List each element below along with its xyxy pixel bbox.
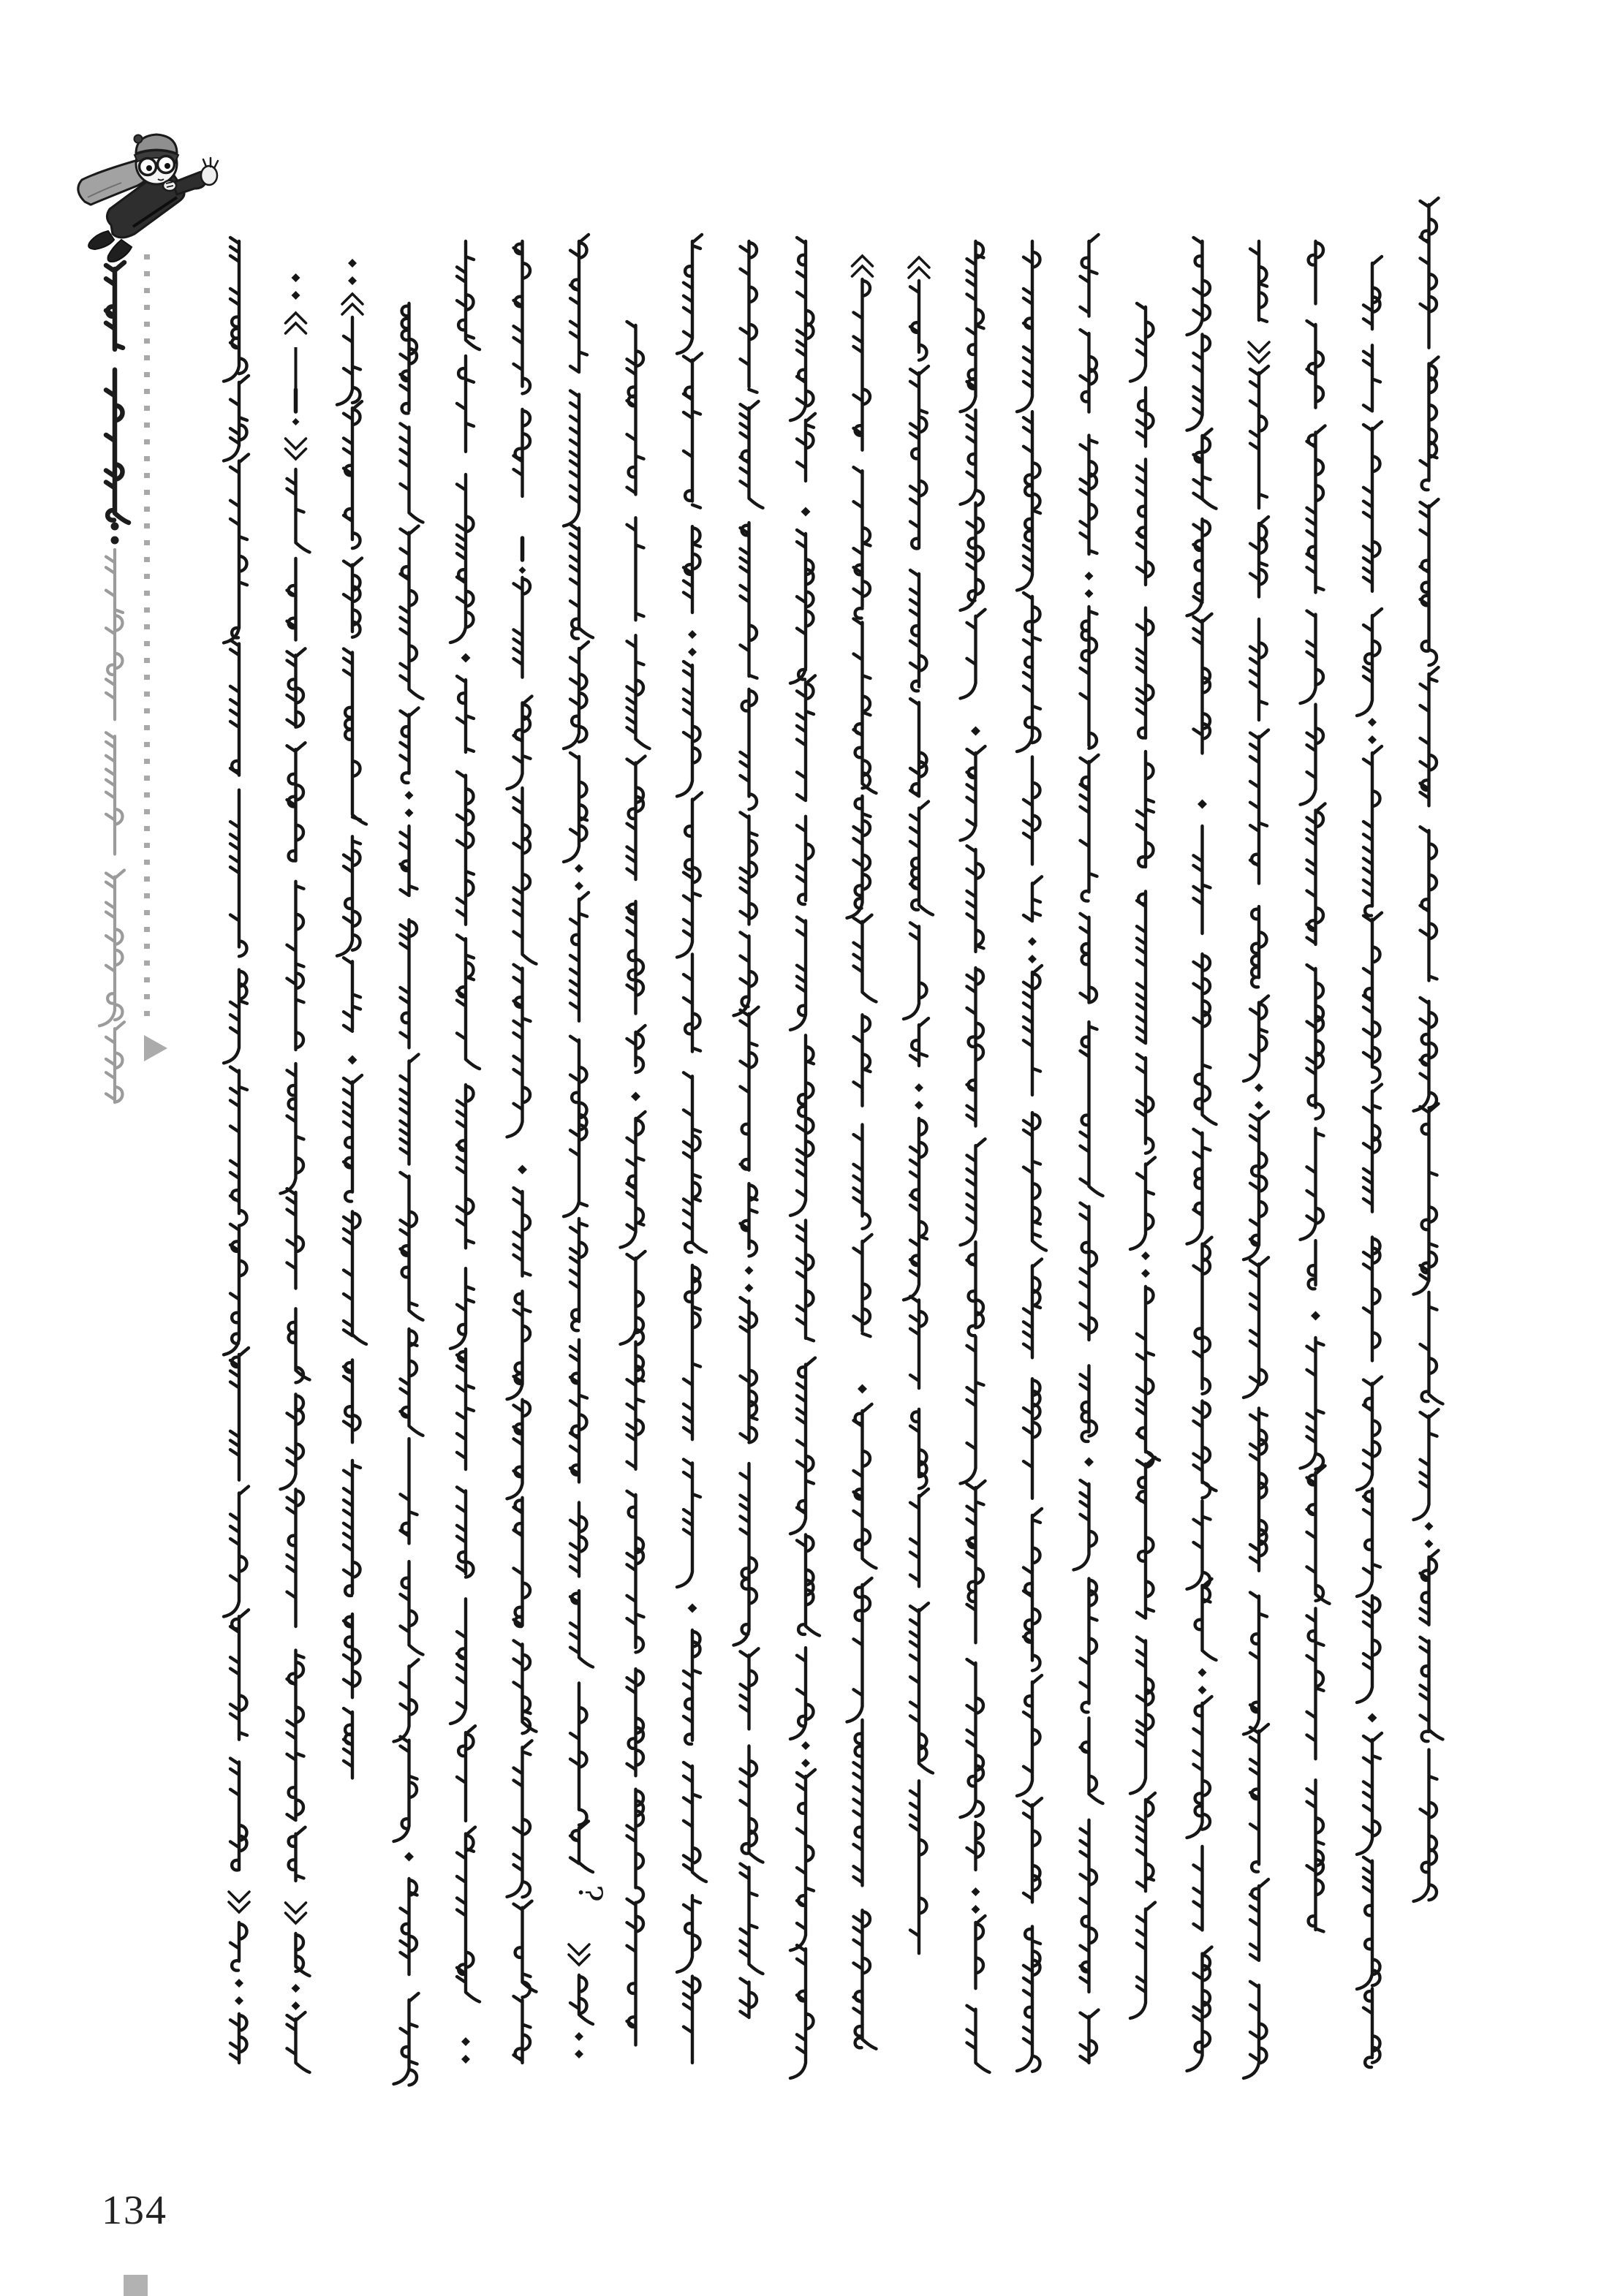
text-column-3	[337, 259, 366, 1778]
text-column-12	[847, 256, 877, 2049]
text-column-14	[961, 241, 990, 2072]
text-column-13	[904, 257, 933, 1953]
footer-bar	[124, 2275, 148, 2296]
text-column-1	[224, 238, 249, 2063]
text-column-15	[1017, 241, 1046, 2072]
margin-header-title	[99, 262, 129, 1102]
text-column-21	[1357, 257, 1382, 2067]
text-column-18	[1187, 238, 1217, 2071]
text-column-11	[790, 238, 820, 2078]
header-gray-run	[99, 550, 124, 1102]
text-column-5	[450, 241, 480, 2064]
text-column-6	[507, 241, 537, 2063]
header-black-run	[106, 262, 129, 523]
page-number: 134	[102, 2188, 167, 2233]
svg-text:?: ?	[571, 1884, 608, 1902]
arrow-icon	[144, 1035, 167, 1061]
text-column-4	[394, 303, 423, 2085]
text-column-16	[1074, 235, 1103, 2063]
text-column-8	[621, 322, 650, 2045]
text-column-17	[1130, 303, 1159, 2018]
dashed-divider	[144, 254, 167, 1061]
text-column-20	[1301, 241, 1330, 1931]
text-column-10	[734, 241, 763, 2017]
text-column-2	[281, 273, 310, 2072]
text-column-22	[1414, 198, 1443, 1901]
text-column-7	[564, 235, 608, 2058]
text-column-19	[1244, 241, 1269, 2078]
text-column-9	[677, 235, 706, 2063]
